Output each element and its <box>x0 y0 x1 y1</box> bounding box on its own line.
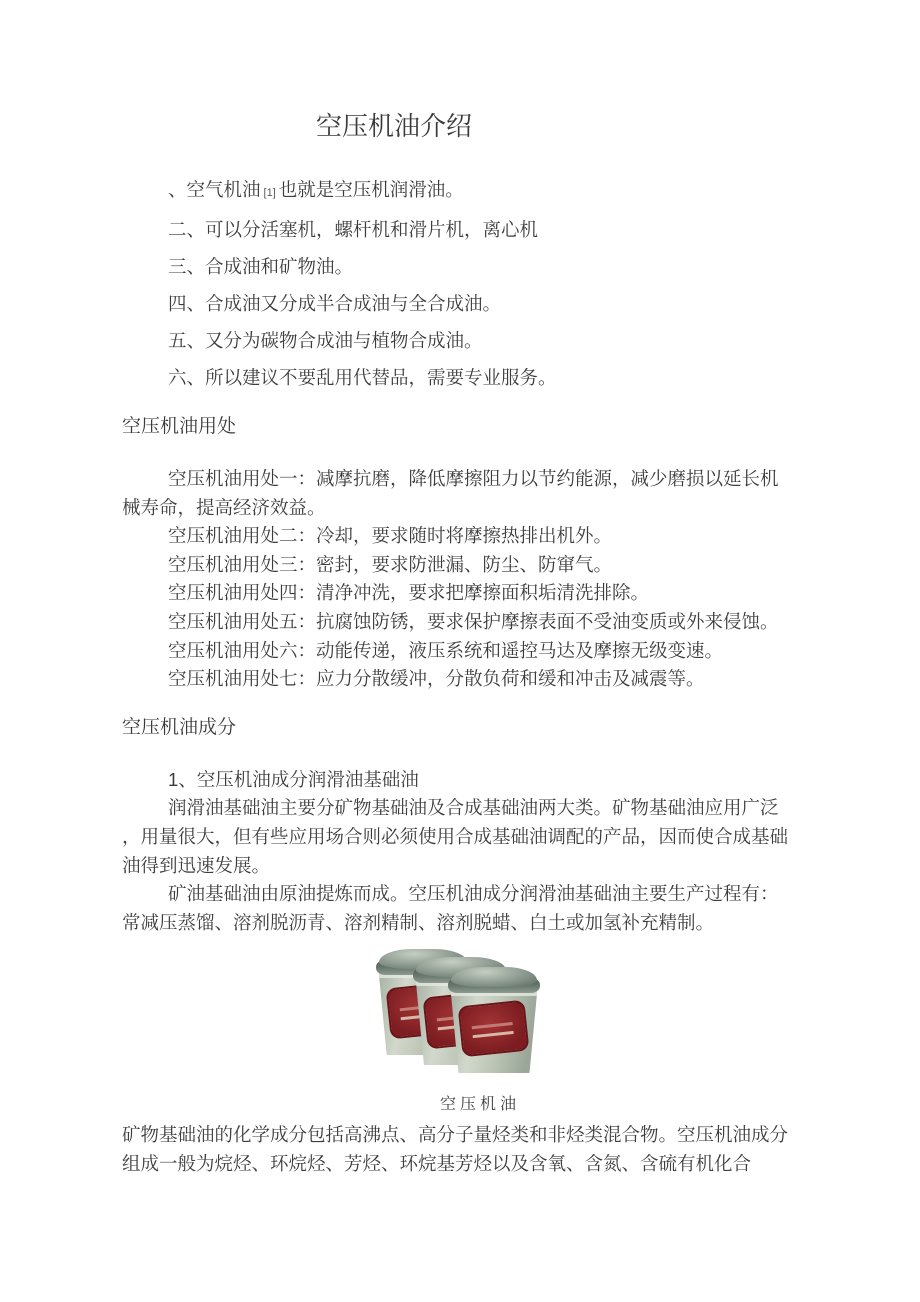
intro-item-1-text: 、空气机油 <box>168 179 261 200</box>
pail-lid <box>451 967 537 987</box>
intro-list-item-1 <box>122 178 794 205</box>
section-heading-composition: 空压机油成分 <box>122 716 237 738</box>
use-paragraph-2: 空压机油用处二：冷却，要求随时将摩擦热排出机外。 <box>168 525 613 547</box>
use-paragraph-6: 空压机油用处六：动能传递，液压系统和遥控马达及摩擦无级变速。 <box>168 639 724 661</box>
use-paragraph-7: 空压机油用处七：应力分散缓冲，分散负荷和缓和冲击及减震等。 <box>168 668 705 690</box>
section-heading-uses: 空压机油用处 <box>122 416 237 437</box>
composition-paragraph-1: 润滑油基础油主要分矿物基础油及合成基础油两大类。矿物基础油应用广泛，用量很大，但有些应用场合则必须使用合成基础油调配的产品，因而使合成基础油得到迅速发展。 <box>122 797 789 876</box>
compressor-oil-pails-image <box>376 945 540 1075</box>
use-paragraph-5: 空压机油用处五：抗腐蚀防锈，要求保护摩擦表面不受油变质或外来侵蚀。 <box>168 610 779 632</box>
use-paragraph-3: 空压机油用处三：密封，要求防泄漏、防尘、防窜气。 <box>168 553 613 575</box>
composition-subitem: 1、空压机油成分润滑油基础油 <box>168 768 419 790</box>
composition-paragraph-2: 矿油基础油由原油提炼而成。空压机油成分润滑油基础油主要生产过程有：常减压蒸馏、溶剂脱沥青、溶剂精制、溶剂脱蜡、白土或加氢补充精制。 <box>122 883 779 933</box>
use-paragraph-4: 空压机油用处四：清净冲洗，要求把摩擦面积垢清洗排除。 <box>168 582 650 604</box>
intro-list-item-2: 二、可以分活塞机，螺杆机和滑片机，离心机 <box>168 219 539 240</box>
document-content <box>122 0 794 1179</box>
closing-paragraph: 矿物基础油的化学成分包括高沸点、高分子量烃类和非烃类混合物。空压机油成分组成一般为烷烃、环烷烃、芳烃、环烷基芳烃以及含氧、含氮、含硫有机化合 <box>122 1124 789 1174</box>
intro-item-1-text-after: 也就是空压机润滑油。 <box>278 179 464 200</box>
intro-list-item-3: 三、合成油和矿物油。 <box>168 256 354 277</box>
intro-list-item-4: 四、合成油又分成半合成油与全合成油。 <box>168 293 502 314</box>
intro-list-item-6: 六、所以建议不要乱用代替品，需要专业服务。 <box>168 367 557 388</box>
intro-list-item-5: 五、又分为碳物合成油与植物合成油。 <box>168 330 483 351</box>
use-paragraph-1: 空压机油用处一：减摩抗磨，降低摩擦阻力以节约能源，减少磨损以延长机械寿命，提高经济效益。 <box>122 468 779 518</box>
pail-red-label <box>457 1000 528 1057</box>
footnote-ref: [1] <box>263 187 276 199</box>
oil-pail-right <box>448 967 540 1073</box>
oil-pails-figure <box>122 945 794 1115</box>
document-title: 空压机油介绍 <box>315 111 472 141</box>
figure-caption: 空压机油 <box>439 1096 520 1114</box>
